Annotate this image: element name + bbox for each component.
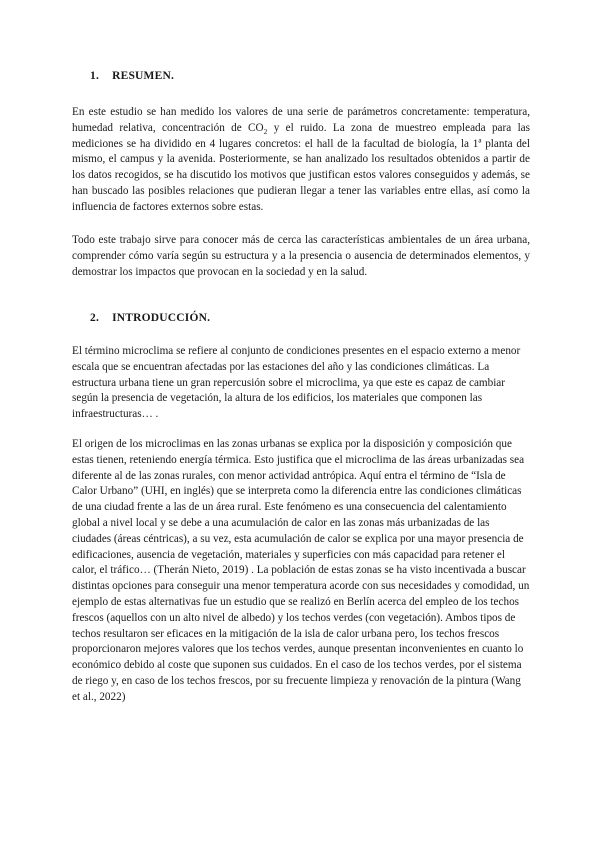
resumen-paragraph-2: Todo este trabajo sirve para conocer más de cerca las características ambientales de un área urbana, comprender cómo varía según su estructura y a la presencia o ausencia de determinados elementos, y demostrar los impactos que provocan en la sociedad y en la salud. <box>72 234 530 278</box>
section-heading-resumen <box>90 70 174 82</box>
co2-subscript: 2 <box>263 127 268 137</box>
section-title: RESUMEN. <box>112 70 175 82</box>
resumen-paragraph-1 <box>72 105 530 216</box>
section-number: 2. <box>90 312 100 324</box>
introduccion-paragraph-2: El origen de los microclimas en las zonas urbanas se explica por la disposición y composición que estas tienen, reteniendo energía térmica. Esto justifica que el microclima de las áreas urbanizadas sea diferente al de las zonas rurales, con menor actividad antrópica. Aquí entra el término de “Isla de Calor Urbano” (UHI, en inglés) que se interpreta como la diferencia entre las condiciones climáticas de una ciudad frente a las de un área rural. Este fenómeno es una consecuencia del calentamiento global a nivel local y se debe a una acumulación de calor en las zonas más urbanizadas de las ciudades (áreas céntricas), a su vez, esta acumulación de calor se explica por una mayor presencia de edificaciones, ausencia de vegetación, materiales y superficies con más capacidad para retener el calor, el tráfico… (Therán Nieto, 2019) . La población de estas zonas se ha visto incentivada a buscar distintas opciones para conseguir una menor temperatura acorde con sus necesidades y comodidad, un ejemplo de estas alternativas fue un estudio que se realizó en Berlín acerca del empleo de los techos frescos (aquellos con un alto nivel de albedo) y los techos verdes (con vegetación). Ambos tipos de techos resultaron ser eficaces en la mitigación de la isla de calor urbana pero, los techos frescos proporcionaron mejores valores que los techos verdes, aunque presentan inconvenientes en cuanto lo económico debido al coste que suponen sus cuidados. En el caso de los techos verdes, por el sistema de riego y, en caso de los techos frescos, por su frecuente limpieza y renovación de la pintura (Wang et al., 2022) <box>72 438 530 703</box>
section-heading-introduccion <box>90 312 210 324</box>
section-title: INTRODUCCIÓN. <box>112 312 211 324</box>
paragraph-text-before-subscript: En este estudio se han medido los valores de una serie de parámetros concretamente: temperatura, humedad relativa, concentración de CO <box>72 106 530 134</box>
section-number: 1. <box>90 70 100 82</box>
introduccion-paragraph-1: El término microclima se refiere al conjunto de condiciones presentes en el espacio externo a menor escala que se encuentran afectadas por las estaciones del año y las condiciones climáticas. La estructura urbana tiene un gran repercusión sobre el microclima, ya que este es capaz de cambiar según la presencia de vegetación, la altura de los edificios, los materiales que componen las infraestructuras… . <box>72 345 521 421</box>
paragraph-text-after-subscript: y el ruido. La zona de muestreo empleada para las mediciones se ha dividido en 4 lugares concretos: el hall de la facultad de biología, la 1ª planta del mismo, el campus y la avenida. Posteriormente, se han analizado los resultados obtenidos a partir de los datos recogidos, se ha discutido los motivos que justifican estos valores conseguidos y además, se han buscado las posibles relaciones que pudieran llegar a tener las variables entre ellas, así como la influencia de factores externos sobre estas. <box>72 121 530 213</box>
